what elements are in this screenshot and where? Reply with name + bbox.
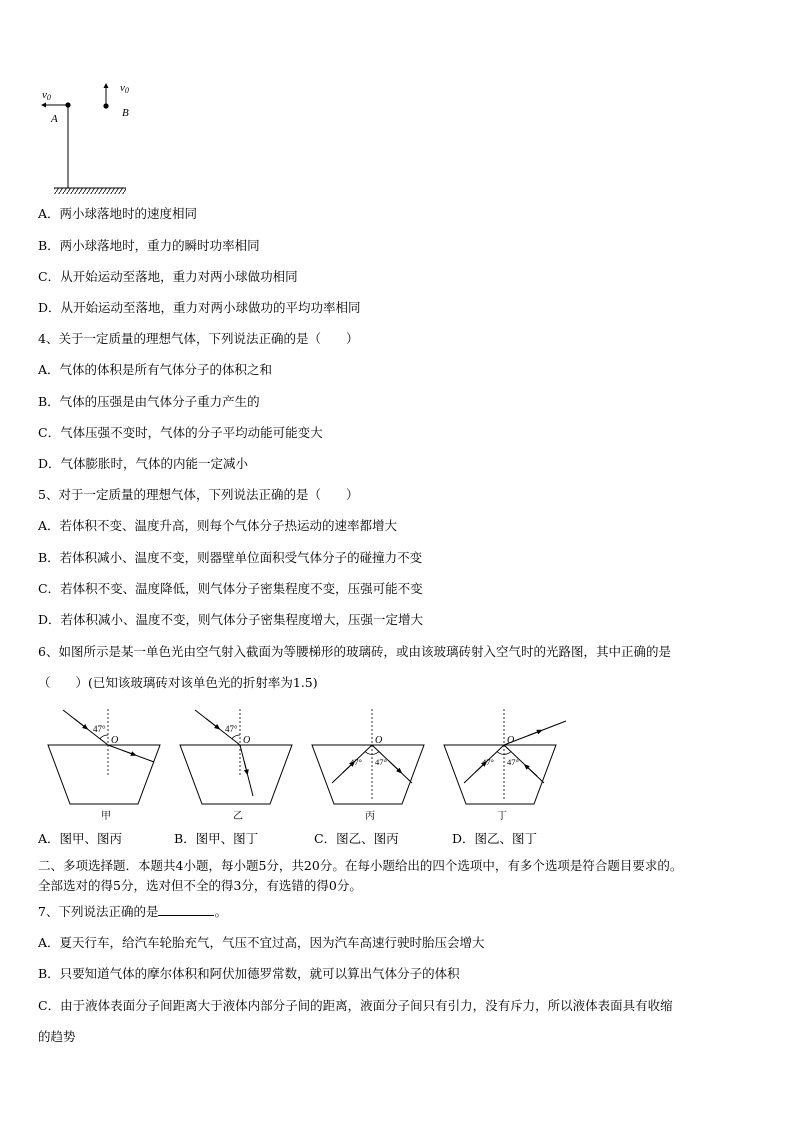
diagram-jia — [48, 709, 160, 822]
angle-label: 47° — [507, 757, 519, 767]
q4-option-d: D．气体膨胀时，气体的内能一定减小 — [38, 456, 249, 471]
point-o-label: O — [507, 735, 515, 746]
caption-ding: 丁 — [497, 811, 507, 822]
q7-option-b: B．只要知道气体的摩尔体积和阿伏加德罗常数，就可以算出气体分子的体积 — [38, 966, 460, 981]
q3-option-c: C．从开始运动至落地，重力对两小球做功相同 — [38, 269, 298, 284]
point-o-label: O — [375, 735, 383, 746]
q4-stem: 4、关于一定质量的理想气体，下列说法正确的是（ ） — [38, 331, 359, 346]
q7-stem-text: 7、下列说法正确的是 — [38, 904, 159, 919]
q7-stem — [38, 903, 227, 921]
point-o-label: O — [243, 735, 251, 746]
answer-blank — [158, 903, 214, 916]
q6-option-b: B．图甲、图丁 — [174, 831, 259, 846]
q7-option-a: A．夏天行车，给汽车轮胎充气，气压不宜过高，因为汽车高速行驶时胎压会增大 — [38, 935, 485, 950]
projectile-figure — [36, 78, 136, 200]
q4-option-b: B．气体的压强是由气体分子重力产生的 — [38, 394, 260, 409]
diagram-yi — [180, 709, 292, 822]
caption-yi: 乙 — [233, 811, 243, 822]
q3-option-b: B．两小球落地时，重力的瞬时功率相同 — [38, 238, 260, 253]
q5-stem: 5、对于一定质量的理想气体，下列说法正确的是（ ） — [38, 487, 359, 502]
v0-label-left: v0 — [42, 89, 51, 102]
q4-option-a: A．气体的体积是所有气体分子的体积之和 — [38, 362, 273, 377]
q4-option-c: C．气体压强不变时，气体的分子平均动能可能变大 — [38, 425, 323, 440]
velocity-arrow-up — [104, 83, 109, 104]
q6-option-c: C．图乙、图丙 — [314, 831, 399, 846]
q7-option-c-line1: C．由于液体表面分子间距离大于液体内部分子间的距离，液面分子间只有引力，没有斥力，所以液体表面具有收缩 — [38, 998, 673, 1013]
angle-label: 47° — [375, 757, 387, 767]
q6-stem-line1: 6、如图所示是某一单色光由空气射入截面为等腰梯形的玻璃砖，或由该玻璃砖射入空气时的光路图，其中正确的是 — [38, 644, 671, 659]
q7-option-c-line2: 的趋势 — [38, 1029, 76, 1044]
angle-label: 47° — [93, 724, 106, 734]
angle-label: 47° — [482, 757, 494, 767]
refraction-diagrams — [40, 705, 570, 825]
caption-jia: 甲 — [101, 811, 111, 822]
q6-stem-line2: （ ）(已知该玻璃砖对该单色光的折射率为1.5) — [38, 675, 318, 690]
v0-label-up: v0 — [120, 82, 129, 95]
ball-b — [103, 103, 108, 108]
q5-option-a: A．若体积不变、温度升高，则每个气体分子热运动的速率都增大 — [38, 518, 398, 533]
q6-option-a: A．图甲、图丙 — [38, 831, 123, 846]
diagram-ding — [444, 709, 566, 822]
section2-line1: 二、多项选择题．本题共4小题，每小题5分，共20分。在每小题给出的四个选项中，有多个选项是符合题目要求的。 — [38, 858, 683, 873]
angle-label: 47° — [350, 757, 362, 767]
angle-label: 47° — [225, 724, 238, 734]
section2-line2: 全部选对的得5分，选对但不全的得3分，有选错的得0分。 — [38, 878, 362, 893]
point-o-label: O — [111, 735, 119, 746]
q3-option-d: D．从开始运动至落地，重力对两小球做功的平均功率相同 — [38, 300, 361, 315]
q3-option-a: A．两小球落地时的速度相同 — [38, 206, 198, 221]
label-a: A — [51, 113, 58, 125]
q6-option-d: D．图乙、图丁 — [452, 831, 538, 846]
label-b: B — [122, 107, 129, 119]
q5-option-c: C．若体积不变、温度降低，则气体分子密集程度不变，压强可能不变 — [38, 581, 423, 596]
q6-options — [38, 830, 537, 848]
q5-option-b: B．若体积减小、温度不变，则器壁单位面积受气体分子的碰撞力不变 — [38, 550, 423, 565]
ground-hatch — [54, 188, 126, 194]
q5-option-d: D．若体积减小、温度不变，则气体分子密集程度增大，压强一定增大 — [38, 612, 424, 627]
caption-bing: 丙 — [365, 811, 375, 822]
velocity-arrow-left — [41, 103, 67, 108]
q7-stem-end: 。 — [214, 904, 227, 919]
diagram-bing — [312, 709, 424, 822]
